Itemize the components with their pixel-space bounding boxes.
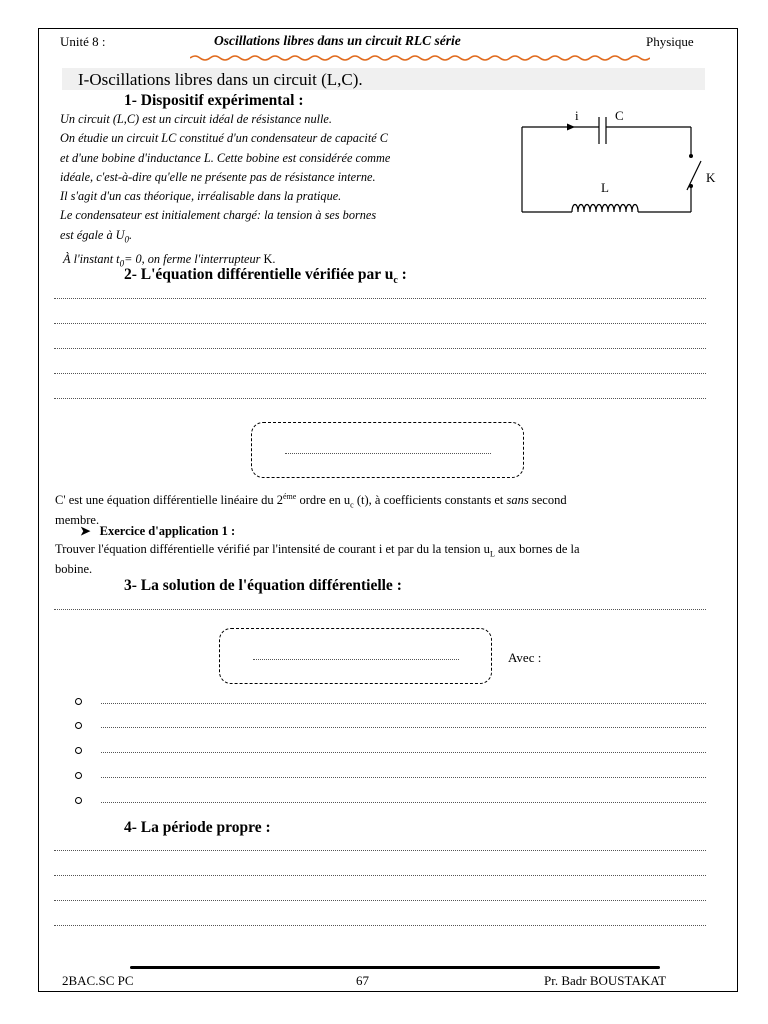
answer-line[interactable] bbox=[101, 703, 706, 704]
decorative-wave bbox=[190, 54, 650, 62]
footer-class: 2BAC.SC PC bbox=[62, 973, 134, 988]
inductor-label: L bbox=[601, 180, 609, 195]
equation-description: C' est une équation différentielle linéaire du $2^{éme}$ ordre en $u_c$ (t), à coefficients constants et sans second membre. bbox=[55, 492, 567, 527]
intro-line: Le condensateur est initialement chargé: la tension à ses bornes bbox=[60, 208, 377, 223]
current-label: i bbox=[575, 108, 579, 123]
solution-box[interactable] bbox=[219, 628, 492, 684]
answer-line[interactable] bbox=[54, 323, 706, 324]
intro-line: On étudie un circuit LC constitué d'un condensateur de capacité C bbox=[60, 131, 388, 146]
arrow-bullet-icon: ➤ bbox=[80, 524, 91, 538]
intro-line: Il s'agit d'un cas théorique, irréalisable dans la pratique. bbox=[60, 189, 342, 204]
footer-author: Pr. Badr BOUSTAKAT bbox=[544, 973, 667, 988]
lc-circuit-diagram bbox=[515, 104, 730, 220]
subheading-equation: 2- L'équation différentielle vérifiée par $u_c$ : bbox=[124, 266, 407, 287]
header-subject: Physique bbox=[646, 34, 694, 49]
answer-line[interactable] bbox=[54, 875, 706, 876]
exercise-heading: ➤ Exercice d'application 1 : bbox=[80, 524, 236, 538]
subheading-period: 4- La période propre : bbox=[124, 819, 271, 836]
list-bullet bbox=[75, 722, 82, 729]
header-unit: Unité 8 : bbox=[60, 34, 106, 49]
answer-line[interactable] bbox=[101, 802, 706, 803]
answer-line[interactable] bbox=[101, 777, 706, 778]
answer-line[interactable] bbox=[54, 609, 706, 610]
answer-line[interactable] bbox=[54, 348, 706, 349]
list-bullet bbox=[75, 797, 82, 804]
current-arrow-icon bbox=[567, 124, 575, 131]
section-title: I-Oscillations libres dans un circuit (L,C). bbox=[78, 70, 363, 89]
list-bullet bbox=[75, 747, 82, 754]
answer-line[interactable] bbox=[101, 752, 706, 753]
switch-label: K bbox=[706, 170, 716, 185]
answer-line[interactable] bbox=[101, 727, 706, 728]
answer-line[interactable] bbox=[54, 925, 706, 926]
intro-line: idéale, c'est-à-dire qu'elle ne présente pas de résistance interne. bbox=[60, 169, 376, 184]
list-bullet bbox=[75, 772, 82, 779]
footer-rule bbox=[130, 966, 660, 969]
intro-text bbox=[60, 110, 500, 273]
exercise-text: Trouver l'équation différentielle vérifié par l'intensité de courant i et par du la tension $u_L$ aux bornes de la bobine. bbox=[55, 542, 580, 576]
intro-line: et d'une bobine d'inductance L. Cette bobine est considérée comme bbox=[60, 150, 391, 165]
avec-label: Avec : bbox=[508, 650, 542, 665]
answer-line[interactable] bbox=[54, 373, 706, 374]
capacitor-label: C bbox=[615, 108, 624, 123]
page-number: 67 bbox=[356, 973, 369, 988]
header-title: Oscillations libres dans un circuit RLC série bbox=[214, 33, 461, 48]
intro-line: Un circuit (L,C) est un circuit idéal de résistance nulle. bbox=[60, 112, 332, 126]
intro-line: À l'instant $t_0= 0$, on ferme l'interrupteur K. bbox=[63, 251, 276, 268]
subheading-dispositif: 1- Dispositif expérimental : bbox=[124, 92, 304, 109]
equation-box[interactable] bbox=[251, 422, 524, 478]
answer-line[interactable] bbox=[54, 850, 706, 851]
subheading-solution: 3- La solution de l'équation différentielle : bbox=[124, 577, 402, 594]
answer-line[interactable] bbox=[54, 298, 706, 299]
list-bullet bbox=[75, 698, 82, 705]
intro-line: est égale à $U_0$. bbox=[60, 227, 133, 245]
answer-line[interactable] bbox=[54, 900, 706, 901]
answer-line[interactable] bbox=[54, 398, 706, 399]
